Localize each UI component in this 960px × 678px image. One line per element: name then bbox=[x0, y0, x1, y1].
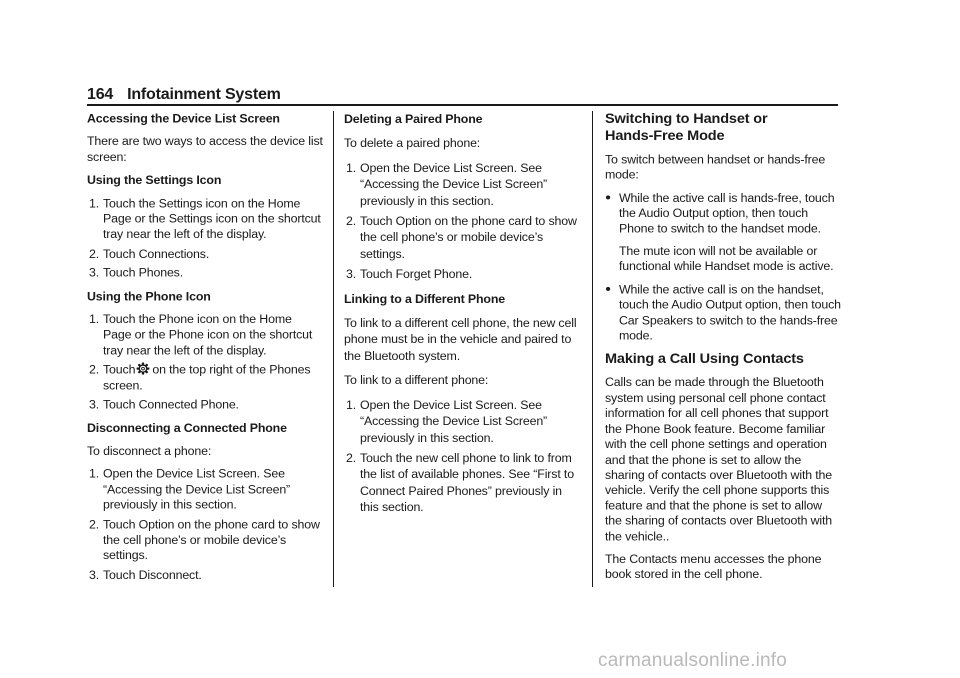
access-intro: There are two ways to access the device list screen: bbox=[87, 135, 323, 164]
settings-steps bbox=[87, 196, 323, 281]
delete-intro: To delete a paired phone: bbox=[344, 136, 481, 151]
phone-steps bbox=[87, 312, 323, 413]
list-item: 3. Touch Forget Phone. bbox=[345, 267, 473, 282]
list-item: 1. Touch the Settings icon on the Home Page or the Settings icon on the shortcut tray near the left of the display. bbox=[88, 196, 321, 242]
list-item: 2. Touch the new cell phone to link to from the list of available phones. See “First to Connect Paired Phones” previously in this section. bbox=[345, 450, 574, 515]
list-item: 2. Touch on the top right of the Phones screen. bbox=[88, 363, 311, 392]
bullet-item: ● While the active call is on the handset, touch the Audio Output option, then touch Car Speakers to switch to the hands-free mode. bbox=[605, 283, 841, 343]
disconnect-intro: To disconnect a phone: bbox=[87, 444, 212, 458]
column-divider bbox=[592, 111, 593, 587]
mute-note: The mute icon will not be available or functional while Handset mode is active. bbox=[619, 244, 834, 274]
list-item: 3. Touch Disconnect. bbox=[88, 568, 202, 582]
phone-icon-heading: Using the Phone Icon bbox=[87, 289, 211, 303]
column-1 bbox=[87, 111, 323, 590]
page-header bbox=[87, 86, 281, 104]
link-heading: Linking to a Different Phone bbox=[344, 291, 506, 306]
contacts-title: Making a Call Using Contacts bbox=[605, 351, 804, 367]
column-divider bbox=[333, 111, 334, 587]
list-item: 2. Touch Option on the phone card to show the cell phone’s or mobile device’s settings. bbox=[88, 517, 320, 563]
list-item: 1. Open the Device List Screen. See “Accessing the Device List Screen” previously in this section. bbox=[345, 397, 548, 445]
contacts-paragraph: Calls can be made through the Bluetooth system using personal cell phone contact information for all cell phones that support the Phone Book feature. Become familiar with the cell phone settings and operation and that the phone is set to allow the sharing of contacts over Bluetooth with the vehicle. Verify the cell phone supports this feature and that the phone is set to allow the sharing of contacts over Bluetooth with the vehicle.. bbox=[605, 376, 833, 543]
settings-icon-heading: Using the Settings Icon bbox=[87, 173, 222, 187]
list-item: 1. Touch the Phone icon on the Home Page or the Phone icon on the shortcut tray near the left of the display. bbox=[88, 312, 313, 358]
list-item: 3. Touch Phones. bbox=[88, 266, 184, 280]
column-2 bbox=[344, 111, 580, 524]
watermark: carmanualsonline.info bbox=[598, 650, 788, 671]
delete-steps bbox=[344, 160, 580, 283]
header-rule bbox=[87, 104, 838, 106]
list-item: 2. Touch Connections. bbox=[88, 247, 210, 261]
contacts-menu-paragraph: The Contacts menu accesses the phone book stored in the cell phone. bbox=[605, 552, 822, 582]
list-item: 1. Open the Device List Screen. See “Accessing the Device List Screen” previously in this section. bbox=[345, 160, 548, 208]
disconnect-heading: Disconnecting a Connected Phone bbox=[87, 421, 287, 435]
disconnect-steps bbox=[87, 466, 323, 582]
list-item: 3. Touch Connected Phone. bbox=[88, 398, 239, 412]
access-heading: Accessing the Device List Screen bbox=[87, 111, 280, 126]
gear-icon bbox=[136, 362, 150, 375]
delete-heading: Deleting a Paired Phone bbox=[344, 112, 483, 126]
page-number: 164 bbox=[87, 86, 114, 103]
link-paragraph: To link to a different cell phone, the new cell phone must be in the vehicle and paired to the Bluetooth system. bbox=[344, 316, 577, 363]
column-3 bbox=[605, 111, 841, 590]
bullet-item: ● While the active call is hands-free, touch the Audio Output option, then touch Phone to switch to the handset mode. The mute icon will not be available or functional while Handset mode is active. bbox=[605, 190, 841, 274]
link-steps bbox=[344, 397, 580, 516]
bullet-icon: ● bbox=[605, 284, 611, 295]
step-text-after-icon: on the top right of the Phones screen. bbox=[103, 363, 311, 392]
bullet-icon: ● bbox=[605, 192, 611, 203]
list-item: 2. Touch Option on the phone card to show the cell phone’s or mobile device’s settings. bbox=[345, 214, 577, 261]
list-item: 1. Open the Device List Screen. See “Accessing the Device List Screen” previously in this section. bbox=[88, 467, 291, 512]
switch-mode-title: Switching to Handset or Hands-Free Mode bbox=[605, 111, 768, 144]
step-text-before-icon: Touch bbox=[103, 363, 136, 377]
link-intro: To link to a different phone: bbox=[344, 373, 489, 388]
switch-intro: To switch between handset or hands-free mode: bbox=[605, 153, 826, 182]
section-title: Infotainment System bbox=[127, 86, 281, 103]
